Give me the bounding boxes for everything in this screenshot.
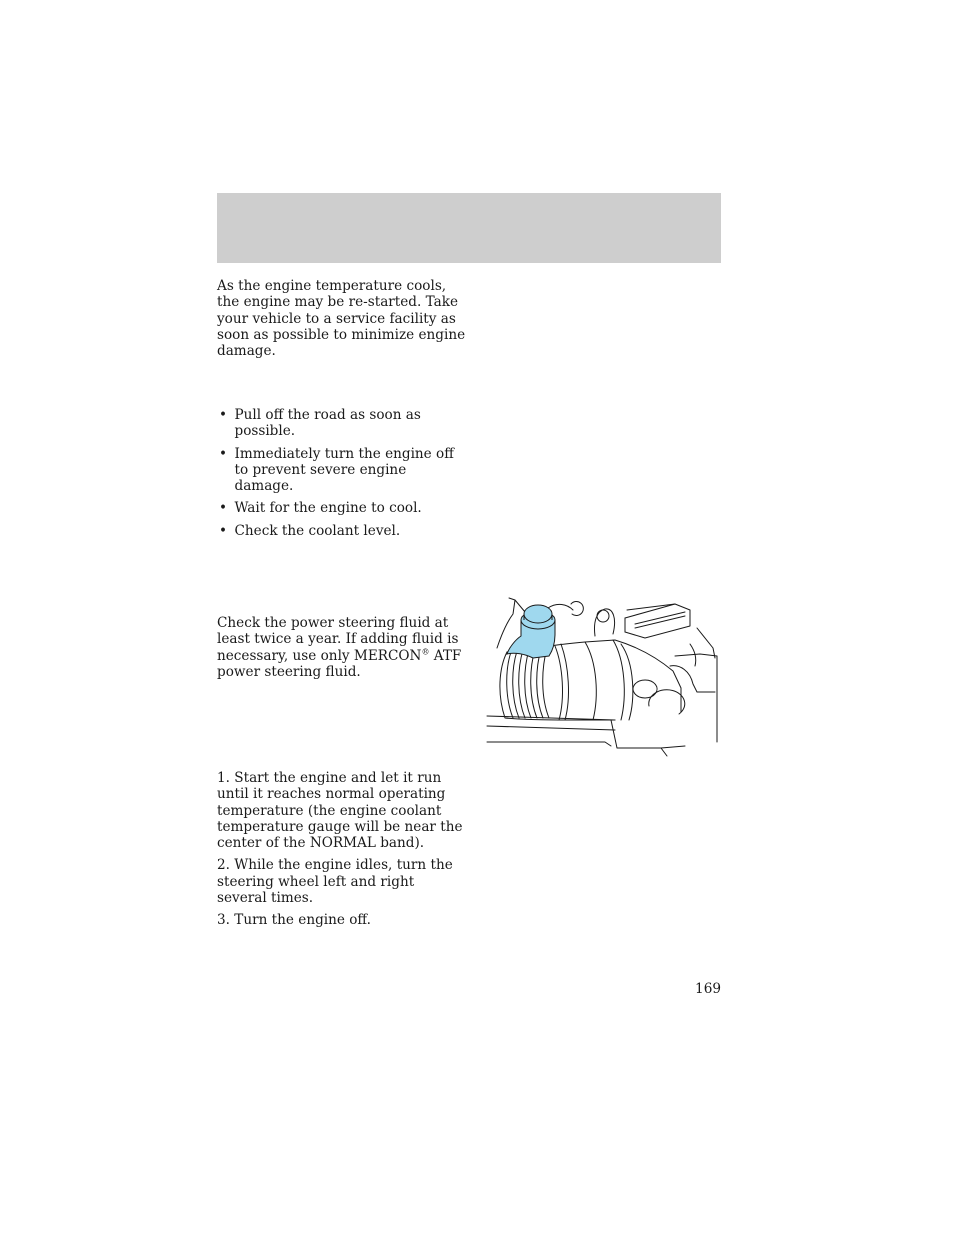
bullet-text: Pull off the road as soon as possible. [234,407,421,440]
step-1: 1. Start the engine and let it run until it reaches normal operating temperature (the engine coolant temperature gauge will be near the center of the NORMAL band). [217,770,463,852]
step-3: 3. Turn the engine off. [217,912,371,929]
list-item [217,446,467,495]
bullet-text: Immediately turn the engine off to prevent severe engine damage. [234,445,454,495]
intro-paragraph: As the engine temperature cools, the engine may be re-started. Take your vehicle to a service facility as soon as possible to minimize engine damage. [217,278,466,360]
list-item [217,500,467,516]
bullet-icon: • [219,445,228,462]
power-steering-paragraph [217,615,467,680]
overheat-bullet-list [217,407,467,545]
bullet-icon: • [219,522,228,539]
bullet-text: Wait for the engine to cool. [234,500,422,517]
bullet-icon: • [219,407,228,423]
power-steering-text: Check the power steering fluid at least twice a year. If adding fluid is necessary, use only MERCON [217,615,459,664]
list-item [217,407,467,440]
step-2: 2. While the engine idles, turn the steering wheel left and right several times. [217,857,453,907]
power-steering-reservoir-illustration [485,596,721,758]
section-header-band [217,193,721,263]
bullet-text: Check the coolant level. [234,522,401,539]
page-number: 169 [695,981,721,997]
check-steps [217,770,467,935]
registered-mark: ® [421,647,430,657]
list-item [217,523,467,539]
power-steering-text-end: ATF power steering fluid. [217,647,462,680]
bullet-icon: • [219,500,228,517]
